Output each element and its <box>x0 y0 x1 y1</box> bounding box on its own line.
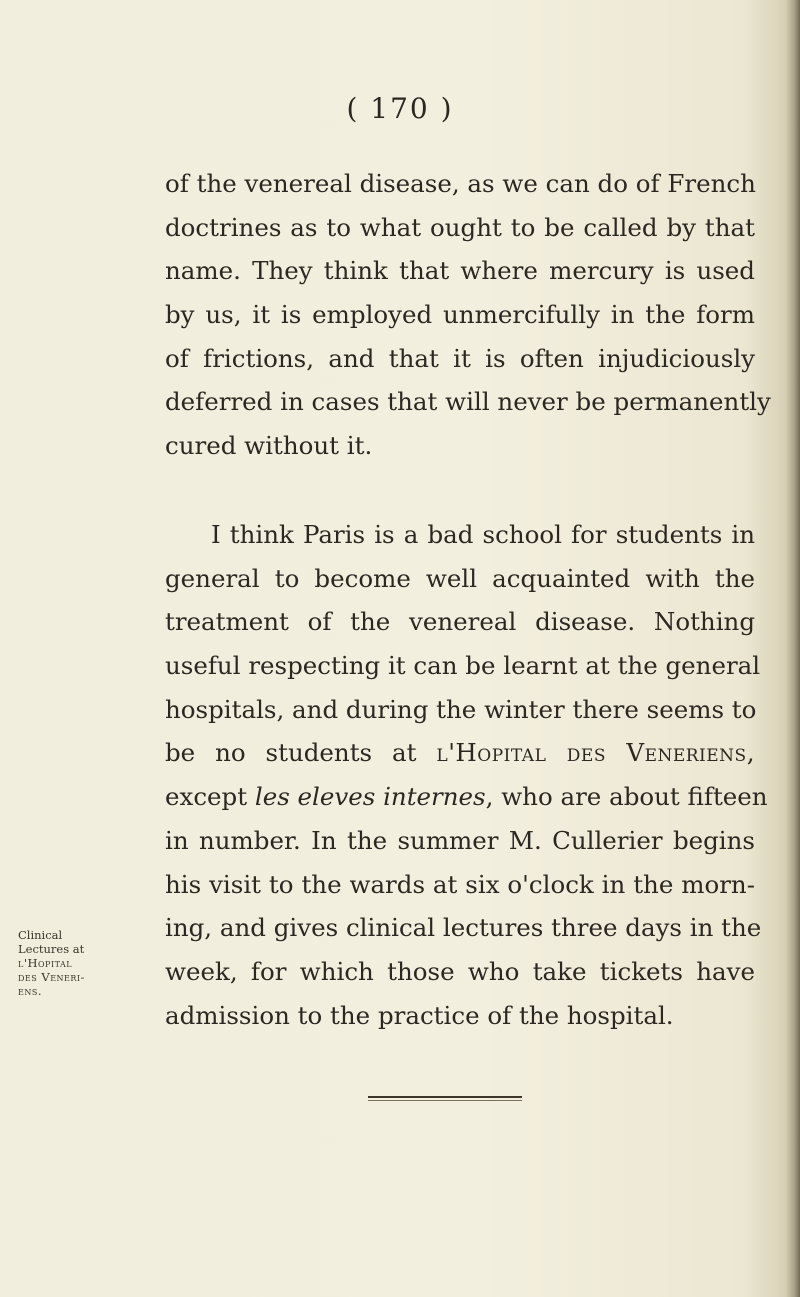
hospital-name: l'Hopital des Veneriens, <box>436 738 755 768</box>
page-number: ( 170 ) <box>346 92 454 125</box>
paragraph-1 <box>165 162 771 468</box>
text-line: deferred in cases that will never be permanently <box>165 387 771 417</box>
margin-note-line: des Veneri- <box>18 970 85 984</box>
text-fragment: be no students at <box>165 738 437 768</box>
text-line: his visit to the wards at six o'clock in the morn- <box>165 869 755 899</box>
text-line-mixed <box>165 731 755 775</box>
margin-note-line: ens. <box>18 984 42 998</box>
text-line: general to become well acquainted with the <box>165 563 755 593</box>
margin-note <box>18 928 158 998</box>
paragraph-2 <box>165 513 768 1037</box>
text-line: doctrines as to what ought to be called by that <box>165 212 755 242</box>
text-line: cured without it. <box>165 431 373 461</box>
italic-phrase: les eleves internes <box>254 782 486 812</box>
text-fragment: except <box>165 782 255 812</box>
page-edge-shadow <box>786 0 800 1297</box>
text-line: of the venereal disease, as we can do of French <box>165 169 756 198</box>
margin-note-line: Lectures at <box>18 942 85 956</box>
text-line: of frictions, and that it is often injudiciously <box>165 343 755 373</box>
section-rule-thin <box>368 1100 522 1101</box>
text-line: in number. In the summer M. Cullerier begins <box>165 825 755 855</box>
text-line: admission to the practice of the hospital. <box>165 1000 674 1030</box>
text-line: useful respecting it can be learnt at the general <box>165 651 761 681</box>
text-line: I think Paris is a bad school for students in <box>211 520 755 549</box>
margin-note-line: l'Hopital <box>18 956 73 970</box>
text-line: name. They think that where mercury is used <box>165 256 755 286</box>
section-rule <box>368 1096 522 1098</box>
text-line: week, for which those who take tickets have <box>165 956 755 986</box>
text-line: by us, it is employed unmercifully in the form <box>165 300 755 330</box>
text-line: hospitals, and during the winter there seems to <box>165 694 757 724</box>
margin-note-line: Clinical <box>18 928 63 942</box>
text-line: ing, and gives clinical lectures three days in the <box>165 913 762 943</box>
text-line: treatment of the venereal disease. Nothing <box>165 607 755 637</box>
text-line-mixed <box>165 775 768 819</box>
text-fragment: , who are about fifteen <box>485 782 768 812</box>
